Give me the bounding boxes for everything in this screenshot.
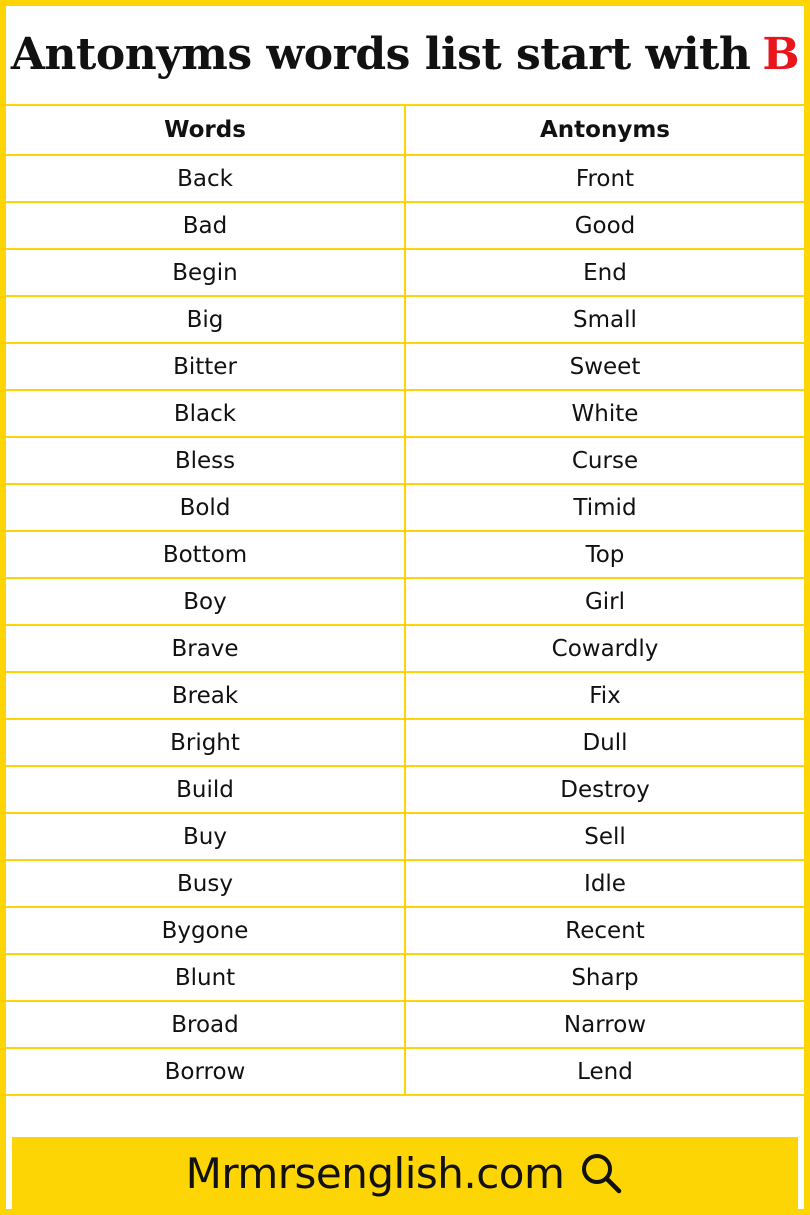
table-header-row <box>6 105 804 155</box>
table-row <box>6 155 804 202</box>
antonym-cell: Narrow <box>405 1001 804 1048</box>
antonym-cell: Curse <box>405 437 804 484</box>
table-row <box>6 907 804 954</box>
table-row <box>6 390 804 437</box>
search-icon <box>578 1150 624 1196</box>
antonym-cell: Front <box>405 155 804 202</box>
table-row <box>6 1048 804 1095</box>
antonym-cell: Destroy <box>405 766 804 813</box>
title-text: Antonyms words list start with <box>10 28 751 80</box>
table-body <box>6 155 804 1095</box>
table-row <box>6 531 804 578</box>
antonym-cell: End <box>405 249 804 296</box>
antonym-cell: Recent <box>405 907 804 954</box>
header-antonyms: Antonyms <box>405 105 804 155</box>
word-cell: Bad <box>6 202 405 249</box>
table-row <box>6 719 804 766</box>
antonym-cell: Idle <box>405 860 804 907</box>
table-row <box>6 296 804 343</box>
word-cell: Bold <box>6 484 405 531</box>
word-cell: Bless <box>6 437 405 484</box>
antonym-cell: Cowardly <box>405 625 804 672</box>
word-cell: Black <box>6 390 405 437</box>
antonym-cell: Sharp <box>405 954 804 1001</box>
word-cell: Big <box>6 296 405 343</box>
table-row <box>6 625 804 672</box>
word-cell: Bright <box>6 719 405 766</box>
word-cell: Brave <box>6 625 405 672</box>
page-title <box>6 6 804 102</box>
word-cell: Begin <box>6 249 405 296</box>
word-cell: Boy <box>6 578 405 625</box>
antonym-cell: Good <box>405 202 804 249</box>
word-cell: Back <box>6 155 405 202</box>
table-row <box>6 1001 804 1048</box>
antonym-cell: Top <box>405 531 804 578</box>
table-row <box>6 672 804 719</box>
antonyms-table <box>6 104 804 1096</box>
antonym-cell: Lend <box>405 1048 804 1095</box>
word-cell: Build <box>6 766 405 813</box>
antonym-cell: Girl <box>405 578 804 625</box>
header-words: Words <box>6 105 405 155</box>
title-letter: B <box>762 28 800 80</box>
site-name: Mrmrsenglish.com <box>185 1148 565 1198</box>
table-row <box>6 954 804 1001</box>
word-cell: Bitter <box>6 343 405 390</box>
table-row <box>6 860 804 907</box>
antonym-cell: Sweet <box>405 343 804 390</box>
table-row <box>6 202 804 249</box>
antonym-cell: Dull <box>405 719 804 766</box>
antonym-cell: Sell <box>405 813 804 860</box>
table-row <box>6 578 804 625</box>
table-row <box>6 437 804 484</box>
word-cell: Broad <box>6 1001 405 1048</box>
word-cell: Bygone <box>6 907 405 954</box>
antonym-cell: White <box>405 390 804 437</box>
word-cell: Busy <box>6 860 405 907</box>
word-cell: Bottom <box>6 531 405 578</box>
table-row <box>6 249 804 296</box>
table-row <box>6 766 804 813</box>
word-cell: Borrow <box>6 1048 405 1095</box>
table-row <box>6 343 804 390</box>
antonym-cell: Fix <box>405 672 804 719</box>
antonym-cell: Timid <box>405 484 804 531</box>
word-cell: Blunt <box>6 954 405 1001</box>
antonym-cell: Small <box>405 296 804 343</box>
footer-banner <box>12 1137 798 1209</box>
word-cell: Buy <box>6 813 405 860</box>
word-cell: Break <box>6 672 405 719</box>
table-row <box>6 813 804 860</box>
table-row <box>6 484 804 531</box>
